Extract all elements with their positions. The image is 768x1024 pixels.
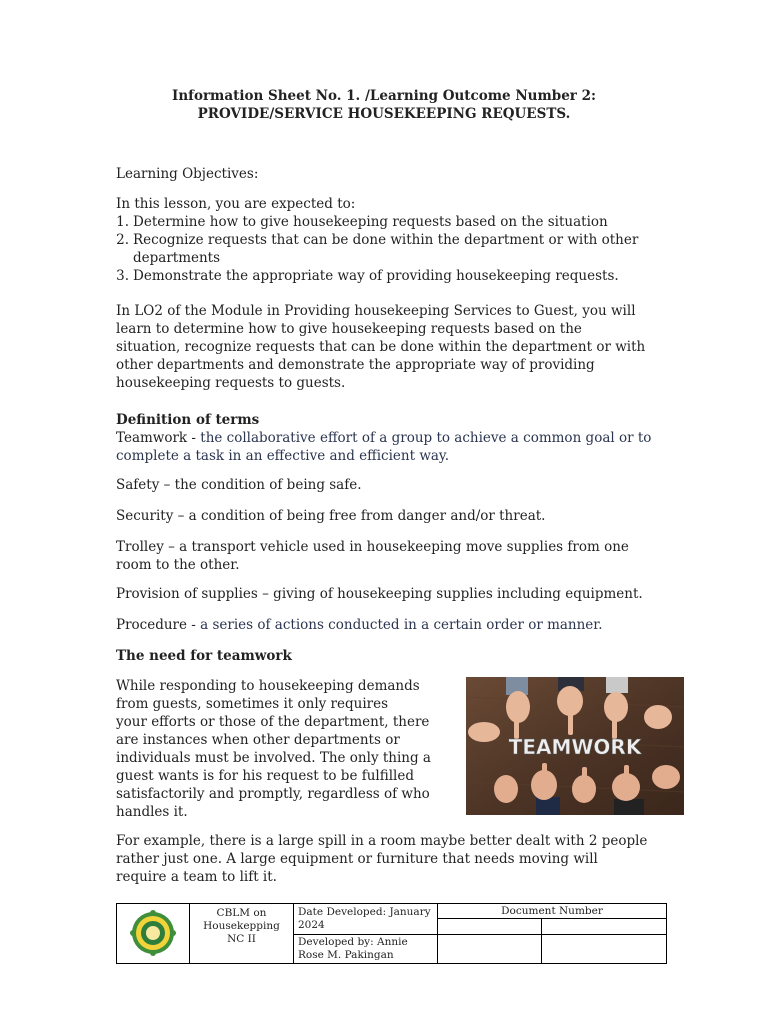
example-paragraph: For example, there is a large spill in a room maybe better dealt with 2 people rather just one. A large equipment or furniture that needs moving will require a team to lift it. [116,833,648,885]
objectives-list [0,213,768,285]
definition-teamwork: Teamwork - the collaborative effort of a group to achieve a common goal or to complete a task in an effective and efficient way. [116,430,652,464]
list-item-continuation: departments [133,250,221,266]
list-item: 3. Demonstrate the appropriate way of providing housekeeping requests. [116,268,619,284]
teamwork-image [466,677,684,815]
teamwork-hands-illustration [466,677,684,815]
cblm-cell: CBLM on Housekepping NC II [190,904,294,963]
page-title: Information Sheet No. 1. /Learning Outcome Number 2: [172,88,596,104]
list-item: 2. Recognize requests that can be done within the department or with other [116,232,639,248]
list-item: 1. Determine how to give housekeeping requests based on the situation [116,214,608,230]
lo2-paragraph: In LO2 of the Module in Providing housekeeping Services to Guest, you will learn to determine how to give housekeeping requests based on the situation, recognize requests that can be done within the department or with other departments and demonstrate the appropriate way of providing housekeeping requests to guests. [116,303,646,391]
definitions-heading: Definition of terms [116,412,260,428]
school-logo-icon [117,904,190,963]
logo-cell [117,904,190,963]
doc-cell-empty [438,935,542,963]
teamwork-heading: The need for teamwork [116,648,292,664]
page-subtitle: PROVIDE/SERVICE HOUSEKEEPING REQUESTS. [197,106,571,122]
definition-safety: Safety – the condition of being safe. [116,477,362,493]
date-developed-cell: Date Developed: January 2024 [294,904,438,935]
teamwork-image-word: TEAMWORK [508,735,642,759]
definition-provision: Provision of supplies – giving of housekeeping supplies including equipment. [116,586,643,602]
doc-cell-empty [542,919,666,935]
objectives-intro: In this lesson, you are expected to: [116,196,356,212]
document-number-header: Document Number [438,904,666,919]
definition-trolley: Trolley – a transport vehicle used in housekeeping move supplies from one room to the other. [116,539,629,573]
doc-cell-empty [438,919,542,935]
developed-by-cell: Developed by: Annie Rose M. Pakingan [294,935,438,963]
doc-cell-empty [542,935,666,963]
teamwork-paragraph: While responding to housekeeping demands from guests, sometimes it only requires your efforts or those of the department, there are instances when other departments or individuals must be involved. The only thing a guest wants is for his request to be fulfilled satisfactorily and promptly, regardless of who handles it. [116,678,431,820]
objectives-heading: Learning Objectives: [116,166,259,182]
footer-table [116,903,667,964]
definition-security: Security – a condition of being free from danger and/or threat. [116,508,546,524]
definition-procedure: Procedure - a series of actions conducted in a certain order or manner. [116,617,603,633]
